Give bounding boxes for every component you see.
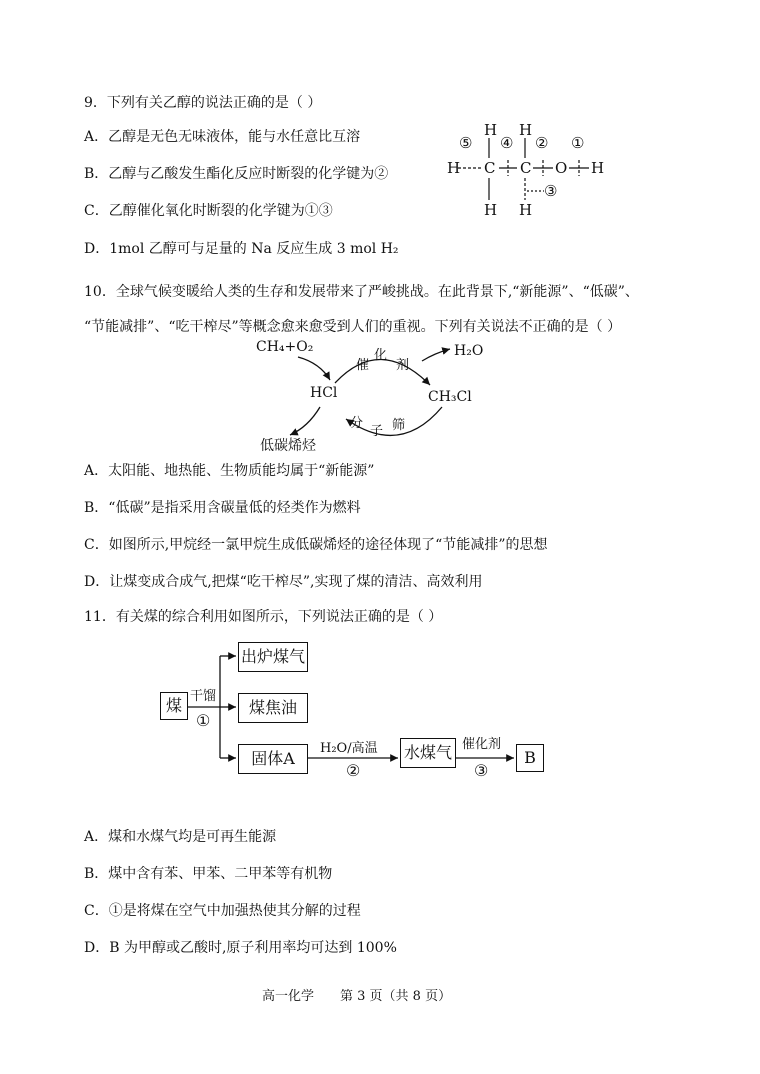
atom-h-left: H xyxy=(447,159,461,177)
water-gas-box: 水煤气 xyxy=(400,738,456,768)
sieve-char-3: 筛 xyxy=(392,418,406,433)
q9-option-c: C．乙醇催化氧化时断裂的化学键为①③ xyxy=(84,203,333,219)
bond-label-3: ③ xyxy=(544,182,558,200)
q9-option-a: A．乙醇是无色无味液体，能与水任意比互溶 xyxy=(84,129,361,145)
coal-flow-arrows xyxy=(150,640,570,790)
gas-box: 出炉煤气 xyxy=(238,642,308,672)
reactants-label: CH₄+O₂ xyxy=(256,339,314,355)
q11-option-b: B．煤中含有苯、甲苯、二甲苯等有机物 xyxy=(84,866,333,882)
catalyst-3-label: 催化剂 xyxy=(462,737,502,752)
step-2-label: ② xyxy=(346,761,361,780)
ch3cl-label: CH₃Cl xyxy=(428,389,472,405)
q10-option-c: C．如图所示,甲烷经一氯甲烷生成低碳烯烃的途径体现了“节能减排”的思想 xyxy=(84,537,548,553)
b-box: B xyxy=(516,744,544,772)
q11-option-a: A．煤和水煤气均是可再生能源 xyxy=(84,829,277,845)
q9-stem: 9．下列有关乙醇的说法正确的是（ ） xyxy=(84,95,322,111)
q10-stem-line2: “节能减排”、“吃干榨尽”等概念愈来愈受到人们的重视。下列有关说法不正确的是（ ） xyxy=(84,319,622,335)
bond-label-5: ⑤ xyxy=(459,134,473,152)
atom-h-top-2: H xyxy=(519,121,533,139)
q9-option-d: D．1mol 乙醇可与足量的 Na 反应生成 3 mol H₂ xyxy=(84,241,399,257)
catalyst-char-2: 化 xyxy=(374,348,388,363)
catalyst-char-3: 剂 xyxy=(396,358,410,373)
bond-label-1: ① xyxy=(571,134,585,152)
atom-h-bottom-1: H xyxy=(484,201,498,219)
step-1-label: ① xyxy=(196,711,211,730)
sieve-char-1: 分 xyxy=(350,416,364,431)
methane-cycle-diagram xyxy=(250,335,550,455)
page-footer: 高一化学 第 3 页（共 8 页） xyxy=(262,989,452,1004)
q10-option-b: B．“低碳”是指采用含碳量低的烃类作为燃料 xyxy=(84,500,361,516)
olefin-label: 低碳烯烃 xyxy=(260,438,316,454)
q10-option-d: D．让煤变成合成气,把煤“吃干榨尽”,实现了煤的清洁、高效利用 xyxy=(84,574,483,590)
water-label: H₂O xyxy=(454,343,484,359)
sieve-char-2: 子 xyxy=(370,424,384,439)
atom-h-bottom-2: H xyxy=(519,201,533,219)
coal-box: 煤 xyxy=(160,692,188,720)
atom-h-right: H xyxy=(591,159,605,177)
q11-option-c: C．①是将煤在空气中加强热使其分解的过程 xyxy=(84,903,361,919)
atom-c2: C xyxy=(520,159,532,177)
condition-2-label: H₂O/高温 xyxy=(320,741,378,756)
solid-a-box: 固体A xyxy=(238,744,308,774)
ethanol-structure-diagram xyxy=(444,120,614,220)
hcl-label: HCl xyxy=(310,385,338,401)
bond-label-4: ④ xyxy=(500,134,514,152)
atom-c1: C xyxy=(484,159,496,177)
dry-distillation-label: 干馏 xyxy=(190,689,217,704)
q11-stem: 11．有关煤的综合利用如图所示，下列说法正确的是（ ） xyxy=(84,609,443,625)
q10-option-a: A．太阳能、地热能、生物质能均属于“新能源” xyxy=(84,463,375,479)
tar-box: 煤焦油 xyxy=(238,693,308,723)
bond-label-2: ② xyxy=(535,134,549,152)
atom-h-top-1: H xyxy=(484,121,498,139)
q10-stem-line1: 10．全球气候变暖给人类的生存和发展带来了严峻挑战。在此背景下,“新能源”、“低碳”、 xyxy=(84,284,639,300)
catalyst-char-1: 催 xyxy=(356,358,370,373)
step-3-label: ③ xyxy=(474,761,489,780)
q9-option-b: B．乙醇与乙酸发生酯化反应时断裂的化学键为② xyxy=(84,166,389,182)
atom-o: O xyxy=(555,159,568,177)
q11-option-d: D．B 为甲醇或乙酸时,原子利用率均可达到 100% xyxy=(84,940,397,956)
